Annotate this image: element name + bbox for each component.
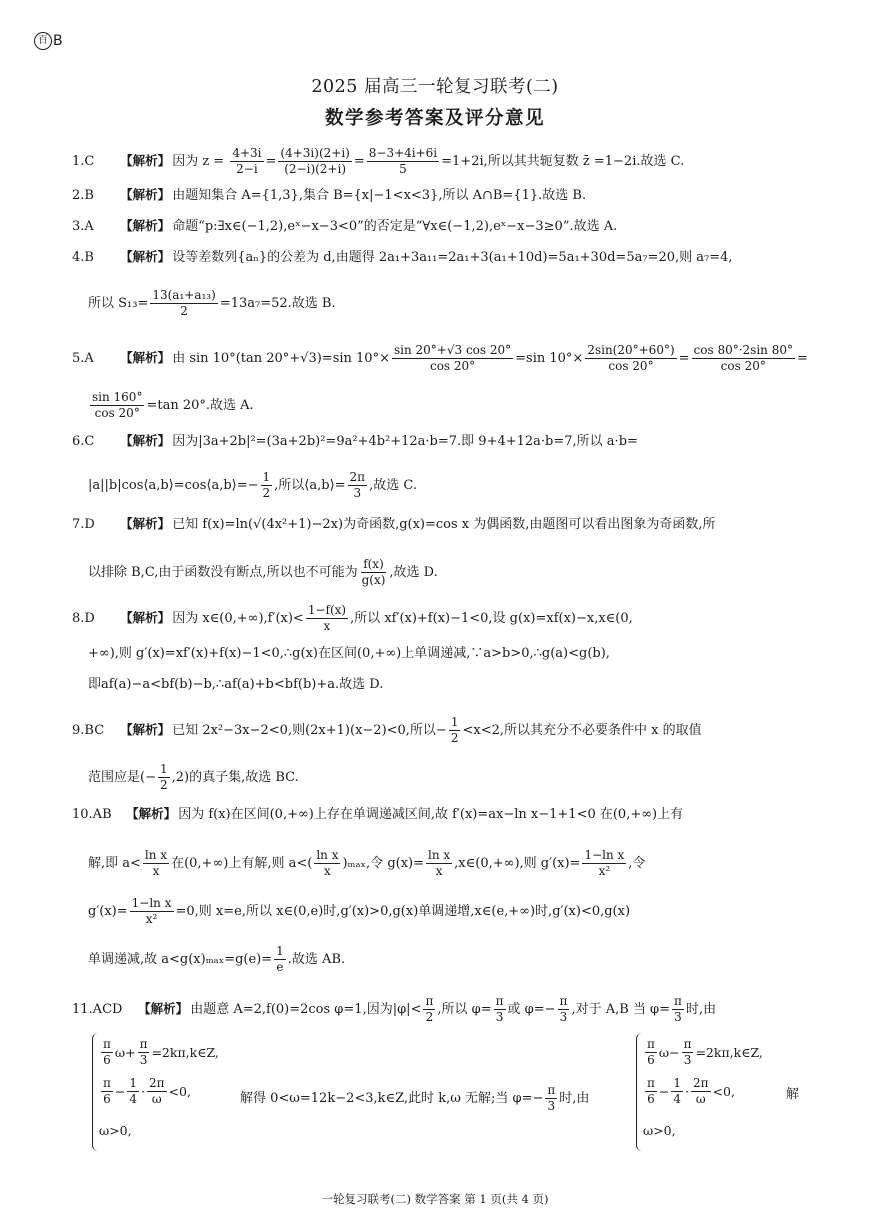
numerator: 2π (149, 1076, 165, 1090)
text: 所以 S₁₃= (88, 296, 149, 311)
text: · (141, 1084, 145, 1099)
denominator: 4 (673, 1092, 682, 1106)
text: 时,由 (685, 1002, 717, 1017)
numerator: ln x (144, 848, 168, 862)
fraction (672, 994, 684, 1025)
fraction (261, 470, 273, 501)
question-number: 1.C (72, 154, 95, 169)
question-10-line2 (88, 848, 804, 879)
question-10 (72, 805, 804, 824)
question-number: 4.B (72, 250, 94, 265)
text: 已知 2x²−3x−2<0,则(2x+1)(x−2)<0,所以− (172, 723, 447, 738)
question-2 (72, 186, 804, 205)
text: 由题知集合 A={1,3},集合 B={x|−1<x<3},所以 A∩B={1}.故选 B. (172, 188, 587, 203)
text: = (353, 154, 365, 169)
text: − (658, 1084, 670, 1099)
text: · (685, 1084, 689, 1099)
text: =0,则 x=e,所以 x∈(0,e)时,g′(x)>0,g(x)单调递增,x∈(e,+∞)时,g′(x)<0,g(x) (175, 904, 631, 919)
fraction (494, 994, 506, 1025)
fraction (314, 848, 340, 879)
numerator: 1−f(x) (307, 603, 347, 617)
system-row: ω>0, (99, 1123, 132, 1138)
numerator: π (103, 1076, 111, 1090)
text: 由题意 A=2,f(0)=2cos φ=1,因为|φ|< (190, 1002, 422, 1017)
text: =tan 20°.故选 A. (146, 398, 254, 413)
denominator: g(x) (361, 573, 386, 587)
text: |a||b|cos⟨a,b⟩=cos⟨a,b⟩=− (88, 478, 259, 493)
numerator: π (425, 994, 434, 1008)
text: 以排除 B,C,由于函数没有断点,所以也不可能为 (88, 565, 358, 580)
text: =2kπ,k∈Z, (695, 1045, 763, 1060)
fraction (645, 1037, 657, 1068)
system-row (643, 1072, 763, 1111)
fraction (348, 470, 368, 501)
question-number: 7.D (72, 517, 95, 532)
text: <0, (168, 1084, 191, 1099)
fraction (101, 1076, 113, 1107)
denominator: 6 (103, 1092, 111, 1106)
text: 单调递减,故 a<g(x)ₘₐₓ=g(e)= (88, 952, 273, 967)
numerator: π (547, 1083, 556, 1097)
analysis-tag: 【 解析 】 (120, 249, 170, 264)
analysis-tag: 【 解析 】 (120, 610, 170, 625)
question-number: 2.B (72, 188, 94, 203)
text: g′(x)= (88, 904, 128, 919)
denominator: 6 (647, 1092, 655, 1106)
question-6-cont (88, 470, 804, 501)
corner-mark (34, 32, 63, 50)
denominator: 2 (450, 731, 459, 745)
denominator: 3 (559, 1010, 568, 1024)
question-number: 5.A (72, 351, 94, 366)
numerator: 13(a₁+a₁₃) (152, 288, 216, 302)
equation-system-right (636, 1033, 763, 1151)
numerator: f(x) (363, 557, 384, 571)
denominator: ω (695, 1092, 706, 1106)
denominator: 3 (674, 1010, 682, 1024)
text: = (265, 154, 277, 169)
fraction (545, 1083, 557, 1114)
question-10-line3 (88, 896, 804, 927)
numerator: 4+3i (232, 146, 262, 160)
question-11 (72, 994, 804, 1025)
answer-subtitle: 数学参考答案及评分意见 (324, 108, 545, 129)
numerator: 2sin(20°+60°) (587, 343, 675, 357)
analysis-tag: 【 解析 】 (120, 722, 170, 737)
text: =1+2i,所以其共轭复数 z̄ =1−2i.故选 C. (441, 154, 685, 169)
text: ,对于 A,B 当 φ= (571, 1002, 671, 1017)
numerator: sin 160° (92, 390, 143, 404)
text: 解,即 a< (88, 856, 141, 871)
numerator: 2π (693, 1076, 709, 1090)
numerator: cos 80°·2sin 80° (693, 343, 793, 357)
text: 设等差数列{aₙ}的公差为 d,由题得 2a₁+3a₁₁=2a₁+3(a₁+10d)=5a₁+30d=5a₇=20,则 a₇=4, (172, 250, 733, 265)
exam-title: 2025 届高三一轮复习联考(二) (311, 77, 559, 97)
numerator: (4+3i)(2+i) (280, 146, 350, 160)
denominator: 3 (353, 486, 362, 500)
analysis-tag: 【 解析 】 (120, 153, 170, 168)
denominator: x (435, 864, 443, 878)
question-1 (72, 146, 804, 177)
text: 解得 0<ω=12k−2<3,k∈Z,此时 k,ω 无解;当 φ=− (240, 1091, 544, 1106)
numerator: π (647, 1076, 655, 1090)
fraction (671, 1076, 683, 1107)
text: ,2)的真子集,故选 BC. (171, 770, 299, 785)
fraction (278, 146, 351, 177)
system-row (99, 1072, 219, 1111)
numerator: 1−ln x (584, 848, 625, 862)
numerator: π (559, 994, 568, 1008)
text: 已知 f(x)=ln(√(4x²+1)−2x)为奇函数,g(x)=cos x 为偶函数,由题图可以看出图象为奇函数,所 (172, 517, 716, 532)
fraction (158, 762, 170, 793)
fraction (138, 1037, 150, 1068)
denominator: 4 (129, 1092, 138, 1106)
text: .故选 AB. (287, 952, 346, 967)
analysis-tag: 【 解析 】 (120, 433, 170, 448)
numerator: 1 (450, 715, 459, 729)
numerator: π (495, 994, 504, 1008)
text: ,所以 φ= (437, 1002, 492, 1017)
fraction (150, 288, 217, 319)
equation-system-left (92, 1033, 219, 1151)
text: ,令 (628, 856, 646, 871)
question-9-cont (88, 762, 804, 793)
denominator: x² (145, 912, 158, 926)
fraction (147, 1076, 167, 1107)
text: =13a₇=52.故选 B. (219, 296, 336, 311)
question-5 (72, 343, 808, 374)
denominator: 3 (495, 1010, 504, 1024)
denominator: x² (598, 864, 611, 878)
fraction (558, 994, 570, 1025)
fraction (274, 944, 286, 975)
text: ,x∈(0,+∞),则 g′(x)= (454, 856, 581, 871)
fraction (90, 390, 144, 421)
fraction (101, 1037, 113, 1068)
system-row (99, 1033, 219, 1072)
fraction (682, 1037, 694, 1068)
fraction (645, 1076, 657, 1107)
denominator: cos 20° (720, 359, 766, 373)
fraction (127, 1076, 139, 1107)
question-number: 11.ACD (72, 1002, 123, 1017)
text: = (678, 351, 690, 366)
text: 因为 x∈(0,+∞),f′(x)< (172, 611, 304, 626)
text: 或 φ=− (507, 1002, 556, 1017)
system-row: ω>0, (643, 1123, 676, 1138)
denominator: (2−i)(2+i) (284, 162, 347, 176)
numerator: ln x (428, 848, 451, 862)
question-4-cont (88, 288, 804, 319)
page-footer: 一轮复习联考(二) 数学答案 第 1 页(共 4 页) (321, 1192, 549, 1206)
numerator: 1 (276, 944, 284, 958)
text: ,故选 C. (369, 478, 417, 493)
text: )ₘₐₓ,令 g(x)= (342, 856, 425, 871)
question-8-line2: +∞),则 g′(x)=xf′(x)+f(x)−1<0,∴g(x)在区间(0,+∞)上单调递减,∵a>b>0,∴g(a)<g(b), (88, 646, 610, 661)
text: ω+ (114, 1045, 136, 1060)
question-8 (72, 603, 804, 634)
denominator: 3 (683, 1053, 692, 1067)
denominator: 2 (159, 778, 168, 792)
numerator: π (103, 1037, 111, 1051)
numerator: π (674, 994, 682, 1008)
text: =sin 10°× (515, 351, 584, 366)
fraction (143, 848, 169, 879)
denominator: 5 (399, 162, 407, 176)
text: 范围应是(− (88, 770, 156, 785)
question-7 (72, 515, 804, 534)
question-10-line4 (88, 944, 804, 975)
denominator: x (152, 864, 160, 878)
denominator: 2 (180, 304, 188, 318)
fraction (426, 848, 452, 879)
analysis-tag: 【 解析 】 (120, 218, 170, 233)
denominator: 3 (139, 1053, 148, 1067)
analysis-tag: 【 解析 】 (126, 806, 176, 821)
text: 在(0,+∞)上有解,则 a<( (171, 856, 313, 871)
text: <0, (712, 1084, 735, 1099)
numerator: 1 (673, 1076, 682, 1090)
numerator: sin 20°+√3 cos 20° (393, 343, 512, 357)
question-number: 6.C (72, 434, 95, 449)
fraction (306, 603, 348, 634)
question-number: 9.BC (72, 723, 105, 738)
numerator: ln x (316, 848, 339, 862)
denominator: 6 (647, 1053, 655, 1067)
fraction (367, 146, 439, 177)
fraction (692, 343, 795, 374)
middle-text (240, 1083, 589, 1114)
question-number: 8.D (72, 611, 95, 626)
denominator: e (276, 960, 284, 974)
question-6 (72, 432, 804, 451)
fraction (392, 343, 513, 374)
text: ,所以⟨a,b⟩= (274, 478, 346, 493)
question-3 (72, 217, 804, 236)
question-number: 3.A (72, 219, 94, 234)
numerator: 1 (159, 762, 168, 776)
fraction (230, 146, 263, 177)
numerator: π (683, 1037, 692, 1051)
denominator: ω (151, 1092, 162, 1106)
text: ,故选 D. (389, 565, 438, 580)
text: ω− (658, 1045, 680, 1060)
fraction (423, 994, 435, 1025)
system-row (643, 1033, 763, 1072)
circled-char: 百 (34, 32, 52, 50)
question-5-cont (88, 390, 804, 421)
text: 因为|3a+2b|²=(3a+2b)²=9a²+4b²+12a·b=7.即 9+4+12a·b=7,所以 a·b= (172, 434, 638, 449)
analysis-tag: 【 解析 】 (120, 187, 170, 202)
denominator: cos 20° (608, 359, 654, 373)
corner-letter: B (53, 33, 63, 49)
denominator: 2 (425, 1010, 434, 1024)
fraction (582, 848, 626, 879)
question-9 (72, 715, 804, 746)
tail-text: 解 (786, 1087, 800, 1102)
numerator: 2π (349, 470, 366, 484)
numerator: π (139, 1037, 148, 1051)
analysis-tag: 【 解析 】 (120, 350, 170, 365)
text: 命题“p:∃x∈(−1,2),eˣ−x−3<0”的否定是“∀x∈(−1,2),eˣ−x−3≥0”.故选 A. (172, 219, 618, 234)
question-number: 10.AB (72, 807, 112, 822)
denominator: 6 (103, 1053, 111, 1067)
fraction (130, 896, 174, 927)
analysis-tag: 【 解析 】 (138, 1001, 188, 1016)
numerator: π (647, 1037, 655, 1051)
text: 由 sin 10°(tan 20°+√3)=sin 10°× (172, 351, 390, 366)
text: ,所以 xf′(x)+f(x)−1<0,设 g(x)=xf(x)−x,x∈(0, (350, 611, 633, 626)
denominator: 2−i (236, 162, 258, 176)
numerator: 1 (262, 470, 271, 484)
text: 因为 f(x)在区间(0,+∞)上存在单调递减区间,故 f′(x)=ax−ln x−1+1<0 在(0,+∞)上有 (178, 807, 684, 822)
question-7-cont (88, 557, 804, 588)
text: 因为 z = (172, 154, 225, 169)
numerator: 1 (129, 1076, 138, 1090)
denominator: cos 20° (429, 359, 476, 373)
fraction (585, 343, 676, 374)
numerator: 1−ln x (131, 896, 172, 910)
text: 时,由 (559, 1091, 590, 1106)
analysis-tag: 【 解析 】 (120, 516, 170, 531)
fraction (449, 715, 461, 746)
fraction (691, 1076, 711, 1107)
text: =2kπ,k∈Z, (151, 1045, 219, 1060)
text: = (797, 351, 808, 366)
text: − (114, 1084, 126, 1099)
denominator: x (324, 864, 331, 878)
question-4 (72, 248, 804, 267)
denominator: cos 20° (94, 406, 140, 420)
denominator: x (323, 619, 331, 633)
question-8-line3: 即af(a)−a<bf(b)−b,∴af(a)+b<bf(b)+a.故选 D. (88, 677, 384, 692)
fraction (360, 557, 388, 588)
denominator: 3 (547, 1099, 556, 1113)
text: <x<2,所以其充分不必要条件中 x 的取值 (462, 723, 702, 738)
denominator: 2 (262, 486, 271, 500)
numerator: 8−3+4i+6i (368, 146, 438, 160)
